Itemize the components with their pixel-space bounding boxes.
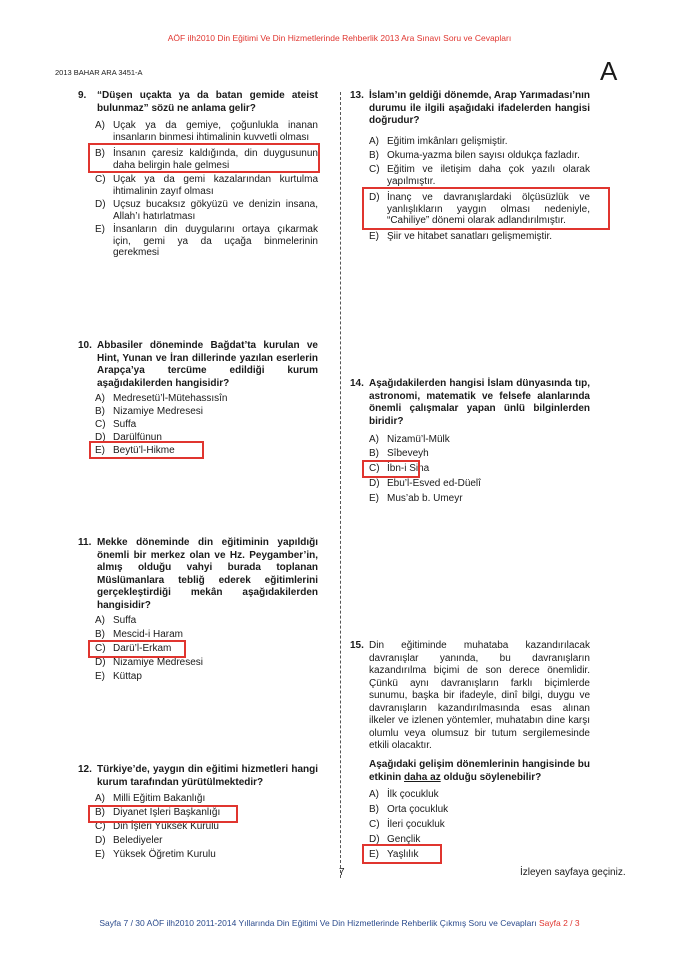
option-text: İleri çocukluk	[387, 819, 445, 830]
question-stem-before: Aşağıdaki gelişim dönemlerinin hangisinde bu etkinin	[369, 759, 590, 783]
option-text: Eğitim ve iletişim daha çok yazılı olarak yapılmıştır.	[387, 164, 590, 187]
option-label: D)	[369, 478, 380, 489]
option-label: A)	[95, 793, 105, 804]
option-label: C)	[369, 819, 380, 830]
option-label: E)	[95, 445, 105, 456]
option-label: D)	[95, 835, 106, 846]
option-label: D)	[95, 432, 106, 443]
question-stem: Türkiye’de, yaygın din eğitimi hizmetleri hangi kurum tarafından yürütülmektedir?	[97, 764, 318, 788]
next-page-note: İzleyen sayfaya geçiniz.	[520, 867, 626, 878]
option-label: C)	[95, 821, 106, 832]
option-text: Küttap	[113, 671, 142, 682]
option-text: Şiir ve hitabet sanatları gelişmemiştir.	[387, 231, 553, 242]
question-number: 12.	[78, 764, 92, 775]
question-passage: Din eğitiminde muhataba kazandırılacak davranışlar yanında, bu davranışların kazandırılma biçimi de son derece önemlidir. Çünkü aynı davranışların farklı biçimlerde sunumu, başka bir ifadeyle, dinî bilgi, duygu ve davranışların kazandırılmasında esas alınan ilkeler ve izlenen yöntemler, muhatabın dine karşı olumlu veya olumsuz bir tutum sergilemesinde etkili olacaktır.	[369, 640, 590, 751]
option-label: C)	[369, 463, 380, 474]
option-label: D)	[369, 192, 380, 203]
option-label: C)	[95, 419, 106, 430]
option-text: Uçsuz bucaksız gökyüzü ve denizin insana, Allah’ı hatırlatması	[113, 199, 318, 222]
option-label: D)	[369, 834, 380, 845]
option-text: Suffa	[113, 615, 137, 626]
option-label: B)	[95, 807, 105, 818]
option-text: Medresetü’l-Mütehassısîn	[113, 393, 228, 404]
question-stem: Mekke döneminde din eğitiminin yapıldığı önemli bir merkez olan ve Hz. Peygamber’in, almış olduğu vahyi burada toplanan Müslümanlara tebliğ ederek eğitimlerini gerçekleştirdiği mekân aşağıdakilerden hangisidir?	[97, 537, 318, 611]
question-number: 14.	[350, 378, 364, 389]
option-text: Nizamiye Medresesi	[113, 657, 204, 668]
option-label: B)	[95, 148, 105, 159]
option-text: Yaşlılık	[387, 849, 419, 860]
footer-title: AÖF ilh2010 2011-2014 Yıllarında Din Eğitimi Ve Din Hizmetlerinde Rehberlik Çıkmış Soru ve Cevapları	[146, 918, 537, 928]
option-label: A)	[369, 789, 379, 800]
option-text: Uçak ya da gemiye, çoğunlukla inanan insanların binmesi ihtimalinin kuvvetli olması	[113, 120, 318, 143]
option-label: E)	[95, 849, 105, 860]
question-number: 10.	[78, 340, 92, 351]
option-text: Milli Eğitim Bakanlığı	[113, 793, 206, 804]
option-label: B)	[369, 150, 379, 161]
option-text: Mus’ab b. Umeyr	[387, 493, 463, 504]
option-label: C)	[95, 643, 106, 654]
question-stem: Abbasiler döneminde Bağdat’ta kurulan ve Hint, Yunan ve İran dillerinde yazılan eserlerin Arapça’ya tercüme edildiği kurum aşağıdakilerden hangisidir?	[97, 340, 318, 389]
option-text: Gençlik	[387, 834, 421, 845]
answer-highlight-q12	[88, 805, 238, 823]
option-text: Diyanet İşleri Başkanlığı	[113, 807, 221, 818]
option-text: Darülfünun	[113, 432, 162, 443]
booklet-letter: A	[600, 56, 618, 86]
option-label: B)	[369, 804, 379, 815]
option-text: Eğitim imkânları gelişmiştir.	[387, 136, 508, 147]
column-divider	[340, 92, 341, 878]
option-label: D)	[95, 199, 106, 210]
option-label: C)	[95, 174, 106, 185]
answer-highlight-q15	[362, 844, 442, 864]
question-stem-emphasis: daha az	[404, 771, 441, 783]
option-text: İnanç ve davranışlardaki ölçüsüzlük ve yanlışlıkların yaygın olması nedeniyle, “Cahiliye” dönemi olarak adlandırılmıştır.	[387, 192, 590, 226]
option-text: Din İşleri Yüksek Kurulu	[113, 821, 219, 832]
option-label: E)	[369, 493, 379, 504]
footer-page-left: Sayfa 7 / 30	[99, 918, 145, 928]
option-label: E)	[95, 224, 105, 235]
option-text: Beytü’l-Hikme	[113, 445, 175, 456]
option-label: B)	[369, 448, 379, 459]
option-label: E)	[95, 671, 105, 682]
option-text: Nizamiye Medresesi	[113, 406, 204, 417]
option-label: A)	[369, 136, 379, 147]
option-label: B)	[95, 629, 105, 640]
option-text: Orta çocukluk	[387, 804, 449, 815]
document-footer	[0, 918, 679, 928]
answer-highlight-q9	[88, 143, 320, 173]
question-number: 13.	[350, 90, 364, 101]
option-text: Mescid-i Haram	[113, 629, 184, 640]
option-text: Yüksek Öğretim Kurulu	[113, 849, 216, 860]
question-number: 11.	[78, 537, 92, 548]
answer-highlight-q13	[362, 187, 610, 230]
option-label: A)	[95, 120, 105, 131]
option-text: İnsanların din duygularını ortaya çıkarmak için, gemi ya da uçağa binmelerinin gerekmesi	[113, 224, 318, 258]
option-text: Sîbeveyh	[387, 448, 429, 459]
document-header-title: AÖF ilh2010 Din Eğitimi Ve Din Hizmetlerinde Rehberlik 2013 Ara Sınavı Soru ve Cevapları	[167, 33, 512, 43]
option-label: D)	[95, 657, 106, 668]
option-text: Belediyeler	[113, 835, 163, 846]
question-stem	[369, 759, 590, 784]
option-text: Okuma-yazma bilen sayısı oldukça fazladır.	[387, 150, 580, 161]
exam-code: 2013 BAHAR ARA 3451-A	[55, 68, 143, 77]
option-text: Suffa	[113, 419, 137, 430]
option-label: A)	[95, 615, 105, 626]
page-number: 7	[339, 867, 345, 878]
question-number: 15.	[350, 640, 364, 651]
option-text: Nizamü’l-Mülk	[387, 434, 450, 445]
question-stem: Aşağıdakilerden hangisi İslam dünyasında tıp, astronomi, matematik ve felsefe alanlarında önemli çalışmalar yapan ünlü bilginlerden biridir?	[369, 378, 590, 427]
question-stem: İslam’ın geldiği dönemde, Arap Yarımadası’nın durumu ile ilgili aşağıdaki ifadelerden hangisi doğrudur?	[369, 90, 590, 126]
option-text: İnsanın çaresiz kaldığında, din duygusunun daha belirgin hale gelmesi	[113, 148, 318, 171]
footer-page-right: Sayfa 2 / 3	[538, 918, 580, 928]
question-stem-after: olduğu söylenebilir?	[440, 771, 542, 783]
answer-highlight-q14	[362, 460, 420, 478]
option-text: İlk çocukluk	[387, 789, 439, 800]
answer-highlight-q11	[88, 640, 186, 658]
question-stem: “Düşen uçakta ya da batan gemide ateist bulunmaz” sözü ne anlama gelir?	[97, 90, 318, 114]
option-label: E)	[369, 849, 379, 860]
option-text: Darü’l-Erkam	[113, 643, 172, 654]
answer-highlight-q10	[89, 441, 204, 459]
option-label: A)	[369, 434, 379, 445]
question-number: 9.	[78, 90, 87, 101]
option-label: A)	[95, 393, 105, 404]
option-text: İbn-i Sina	[387, 463, 430, 474]
option-text: Ebu’l-Esved ed-Düelî	[387, 478, 481, 489]
option-label: E)	[369, 231, 379, 242]
option-label: B)	[95, 406, 105, 417]
option-label: C)	[369, 164, 380, 175]
option-text: Uçak ya da gemi kazalarından kurtulma ihtimalinin zayıf olması	[113, 174, 318, 197]
